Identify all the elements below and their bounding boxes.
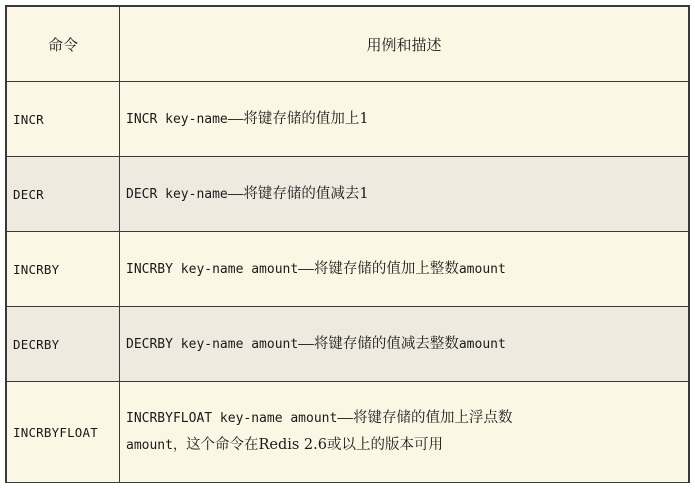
- usage-cell: [120, 307, 689, 382]
- command-cell: DECR: [7, 157, 120, 232]
- table-header-row: [7, 7, 689, 82]
- usage-code: INCRBY key-name amount——: [126, 261, 314, 277]
- usage-text: 将键存储的值减去整数: [313, 335, 459, 352]
- table-row: [7, 382, 689, 483]
- command-cell: INCRBYFLOAT: [7, 382, 120, 483]
- table-row: [7, 157, 689, 232]
- usage-code: INCRBYFLOAT key-name amount——: [126, 411, 353, 426]
- command-table: [5, 5, 690, 483]
- command-cell: INCRBY: [7, 232, 120, 307]
- usage-cell: [120, 157, 689, 232]
- usage-code: INCR key-name——: [126, 111, 244, 127]
- usage-text: 将键存储的值加上1: [243, 110, 369, 127]
- usage-code: DECR key-name——: [126, 186, 244, 202]
- command-cell: INCR: [7, 82, 120, 157]
- usage-cell: [120, 382, 689, 483]
- usage-code: DECRBY key-name amount——: [126, 336, 314, 352]
- command-cell: DECRBY: [7, 307, 120, 382]
- usage-text: 将键存储的值减去1: [243, 185, 369, 202]
- header-usage: 用例和描述: [120, 7, 689, 82]
- usage-cell: [120, 232, 689, 307]
- usage-code-line2: amount，: [126, 438, 186, 453]
- usage-text: 将键存储的值加上浮点数: [352, 410, 513, 426]
- usage-code-tail: amount: [458, 336, 506, 352]
- usage-text: 将键存储的值加上整数: [313, 260, 459, 277]
- header-command: 命令: [7, 7, 120, 82]
- command-table-grid: [6, 6, 689, 483]
- table-row: [7, 232, 689, 307]
- table-row: [7, 307, 689, 382]
- table-row: [7, 82, 689, 157]
- usage-code-tail: amount: [458, 261, 506, 277]
- usage-cell: [120, 82, 689, 157]
- usage-text-line2: 这个命令在Redis 2.6或以上的版本可用: [185, 437, 443, 453]
